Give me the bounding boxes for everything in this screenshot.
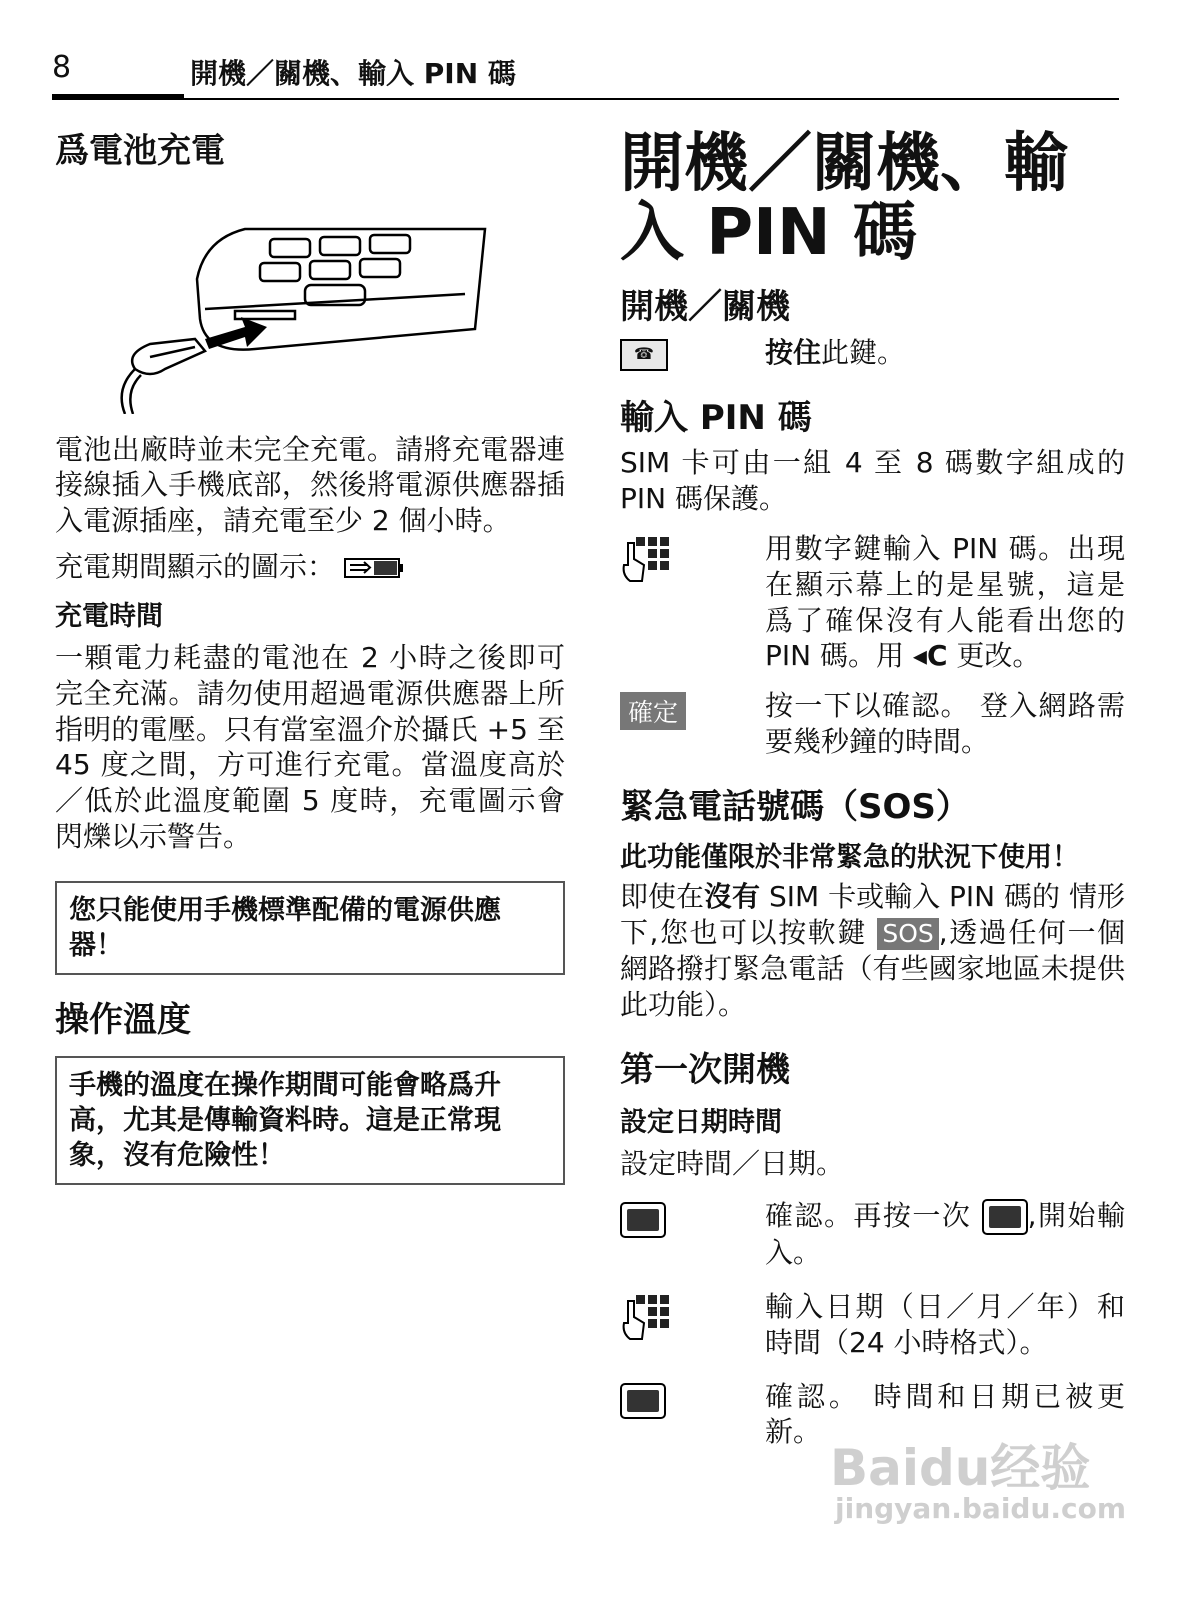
date-step-a-1: 確認。再按一次	[765, 1199, 972, 1233]
date-step-a	[620, 1198, 1125, 1271]
sos-text-bold: 沒有	[704, 880, 761, 914]
sos-text	[620, 879, 1125, 1022]
charging-icon-line	[55, 549, 565, 585]
charging-icon-text: 充電期間顯示的圖示：	[55, 549, 336, 583]
sos-text-b: SIM 卡或輸入 PIN 碼的 情形下,您也可以按軟鍵	[620, 880, 1125, 950]
pin-text: SIM 卡可由一組 4 至 8 碼數字組成的 PIN 碼保護。	[620, 446, 1125, 516]
pin-step-1-b: 更改。	[956, 639, 1041, 673]
sos-warning: 此功能僅限於非常緊急的狀況下使用！	[620, 842, 1079, 874]
main-title-line1: 開機／關機、輸	[620, 127, 1068, 201]
onoff-heading: 開機／關機	[620, 287, 790, 328]
charging-text: 電池出廠時並未完全充電。請將充電器連接線插入手機底部，然後將電源供應器插入電源插座，請充電至少 2 個小時。	[55, 432, 565, 538]
onoff-rest: 此鍵。	[821, 335, 906, 369]
left-column	[55, 130, 565, 1185]
sos-heading: 緊急電話號碼（SOS）	[620, 786, 970, 827]
sos-text-c: ,透過任何一個網路撥打緊急電話（有些國家地區未提供此功能）。	[620, 916, 1126, 1021]
pin-step-2	[620, 688, 1125, 760]
right-column	[620, 127, 1126, 1450]
set-date-text: 設定時間／日期。	[620, 1147, 845, 1181]
main-title	[620, 127, 1125, 271]
watermark-logo: Baidu经验	[830, 1439, 1091, 1497]
watermark-url: jingyan.baidu.com	[835, 1492, 1127, 1525]
softkey-icon-2	[620, 1383, 666, 1419]
sos-text-a: 即使在	[620, 880, 705, 914]
onoff-instruction	[765, 335, 1125, 371]
pin-step-2-text: 按一下以確認。 登入網路需要幾秒鐘的時間。	[765, 689, 1125, 759]
onoff-row	[620, 335, 1125, 371]
onoff-bold: 按住	[765, 335, 822, 369]
main-title-line2: 入 PIN 碼	[620, 196, 917, 271]
op-temp-heading: 操作溫度	[55, 1000, 191, 1041]
charging-heading: 爲電池充電	[55, 131, 225, 171]
note-power-supply: 您只能使用手機標準配備的電源供應器！	[55, 881, 565, 975]
page-number: 8	[52, 50, 72, 85]
pin-heading: 輸入 PIN 碼	[620, 397, 812, 438]
date-step-b-text: 輸入日期（日／月／年）和時間（24 小時格式）。	[765, 1290, 1125, 1359]
keypad-icon-2	[620, 1293, 670, 1341]
header-rule-thick	[52, 94, 184, 100]
header-rule	[184, 98, 1119, 100]
ok-softkey: 確定	[620, 692, 686, 730]
end-key-icon: ☎	[620, 339, 668, 371]
date-step-a-2: ,開始輸入。	[765, 1199, 1125, 1270]
softkey-icon	[620, 1202, 666, 1238]
battery-charging-icon	[344, 557, 404, 579]
charging-time-heading: 充電時間	[55, 600, 163, 632]
pin-step-1	[620, 531, 1125, 674]
running-header: 開機／關機、輸入 PIN 碼	[190, 57, 516, 90]
softkey-inline-icon	[982, 1199, 1028, 1235]
date-step-c-text: 確認。 時間和日期已被更新。	[765, 1379, 1125, 1449]
phone-charger-drawing	[55, 179, 565, 414]
charging-time-text: 一顆電力耗盡的電池在 2 小時之後即可完全充滿。請勿使用超過電源供應器上所指明的電壓。只有當室溫介於攝氏 +5 至 45 度之間，方可進行充電。當溫度高於／低於此溫度範圍 5 度時，充電圖示會閃爍以示警告。	[55, 640, 565, 854]
first-on-heading: 第一次開機	[620, 1049, 790, 1090]
clear-key-icon: ◂C	[912, 639, 948, 673]
pin-step-1-a: 用數字鍵輸入 PIN 碼。出現在顯示幕上的是星號，這是爲了確保沒有人能看出您的 PIN 碼。用	[765, 531, 1125, 673]
charging-illustration	[55, 179, 565, 414]
pin-step-1-text	[765, 531, 1125, 674]
note-temperature: 手機的溫度在操作期間可能會略爲升高，尤其是傳輸資料時。這是正常現象，沒有危險性！	[55, 1056, 565, 1185]
keypad-icon	[620, 535, 670, 583]
sos-softkey: SOS	[877, 918, 938, 950]
date-step-b	[620, 1289, 1125, 1361]
date-step-a-text	[765, 1198, 1125, 1271]
set-date-heading: 設定日期時間	[620, 1107, 782, 1139]
